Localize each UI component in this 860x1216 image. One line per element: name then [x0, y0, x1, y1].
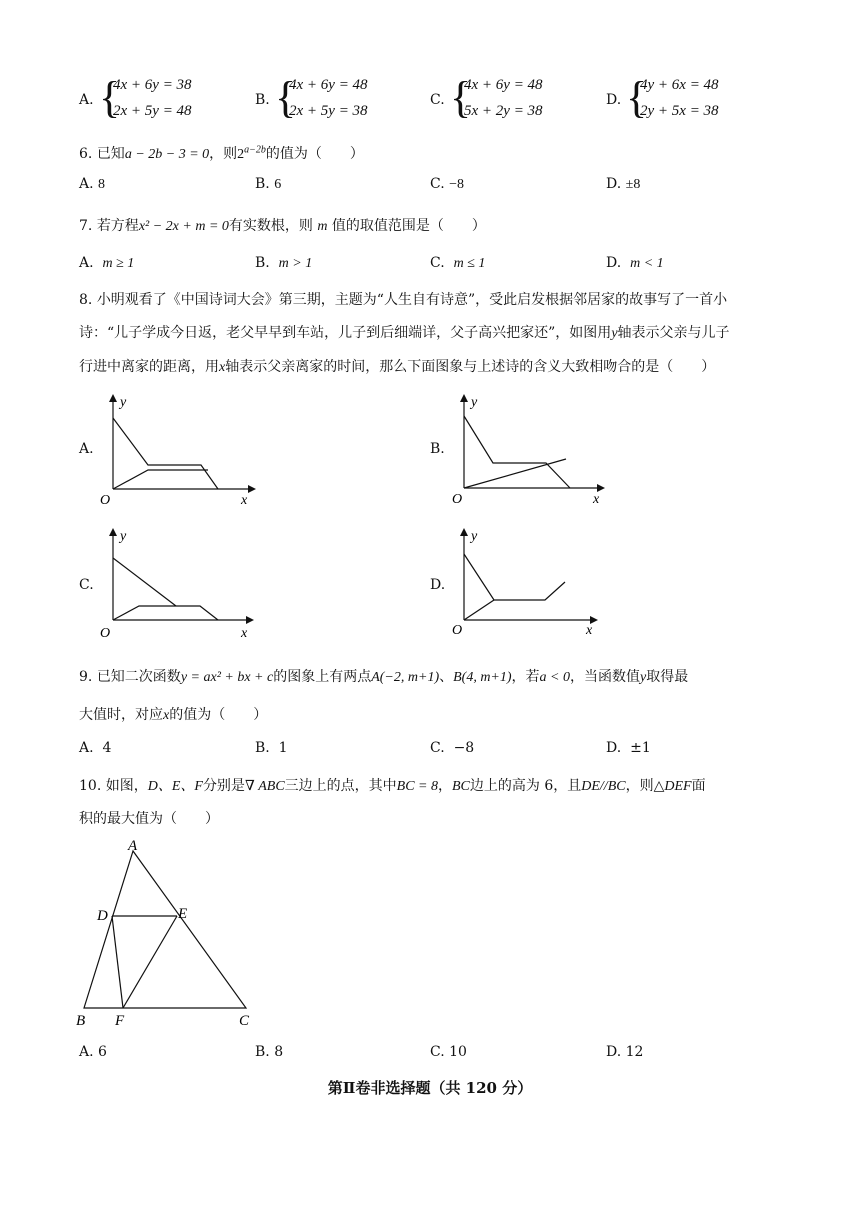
- graph-c-figure: [76, 526, 256, 641]
- stem-equation: x² − 2x + m = 0: [138, 219, 229, 234]
- left-brace-icon: {: [626, 73, 648, 122]
- segment-ef: [123, 916, 177, 1008]
- stem-text: ，则: [625, 778, 654, 794]
- stem-text: 面: [691, 778, 706, 794]
- son-path: [113, 470, 208, 489]
- y-axis-arrow-icon: [460, 394, 468, 402]
- question-number: 10.: [79, 778, 102, 794]
- stem-text: 诗：“儿子学成今日返，老父早早到车站，儿子到后细端详，父子高兴把家还”，如图用: [79, 325, 612, 341]
- equation-1: 4x + 6y = 48: [289, 77, 368, 93]
- x-axis-arrow-icon: [246, 616, 254, 624]
- stem-text: 积的最大值为（ ）: [79, 811, 219, 827]
- option-label: C.: [79, 577, 94, 593]
- stem-text: ，当函数值: [570, 669, 640, 685]
- stem-variable: y: [611, 326, 618, 341]
- option-c: C. −8: [430, 176, 465, 192]
- option-label: D.: [606, 92, 622, 108]
- option-label: A.: [79, 441, 94, 457]
- stem-text: 已知二次函数: [96, 669, 181, 685]
- x-axis-label: x: [593, 492, 600, 507]
- son-path: [464, 600, 494, 620]
- option-label: D.: [430, 577, 446, 593]
- option-a: A. 6: [79, 1044, 107, 1060]
- stem-point-a: A(−2, m+1): [371, 670, 440, 685]
- section-heading: 第Ⅱ卷非选择题（共 120 分）: [327, 1079, 533, 1097]
- x-axis-label: x: [586, 623, 593, 638]
- option-d: D. ±8: [606, 176, 641, 192]
- vertex-c-label: C: [239, 1013, 250, 1029]
- option-c: C. −8: [430, 740, 475, 756]
- option-d: D. ±1: [606, 740, 651, 756]
- stem-point-b: B(4, m+1): [453, 670, 512, 685]
- point-e-label: E: [178, 906, 188, 922]
- stem-text: 大值时，对应: [79, 707, 163, 723]
- question-number: 7.: [79, 218, 93, 234]
- x-axis-arrow-icon: [248, 485, 256, 493]
- q7-stem: [79, 215, 486, 235]
- stem-variable: y: [640, 670, 647, 685]
- stem-text: 如图，: [105, 778, 148, 794]
- option-a: A. m ≥ 1: [79, 255, 135, 271]
- option-d: D. m < 1: [606, 255, 664, 271]
- option-label: A.: [79, 92, 94, 108]
- son-path: [113, 606, 218, 620]
- triangle-figure: [70, 836, 270, 1031]
- father-path: [464, 416, 570, 488]
- stem-parallel: DE//BC: [581, 779, 626, 794]
- stem-variable: x: [163, 708, 170, 723]
- stem-function: y = ax² + bx + c: [180, 670, 274, 685]
- q6-stem: [79, 143, 364, 163]
- stem-power-exponent: a−2b: [244, 144, 266, 156]
- vertex-b-label: B: [76, 1013, 86, 1029]
- origin-label: O: [100, 493, 111, 507]
- question-number: 6.: [79, 146, 93, 162]
- y-axis-arrow-icon: [109, 528, 117, 536]
- stem-triangle: ∇ ABC: [244, 779, 285, 794]
- graph-b-figure: [428, 392, 608, 507]
- option-a: A. 4: [79, 740, 112, 756]
- q9-line-2: [79, 704, 267, 724]
- stem-points: D、E、F: [147, 779, 203, 794]
- stem-text: 边上的高为 6，且: [469, 778, 582, 794]
- stem-text: ，则: [209, 146, 238, 162]
- option-b: B. 6: [255, 176, 282, 192]
- stem-variable: m: [317, 219, 328, 234]
- segment-df: [112, 916, 123, 1008]
- equation-1: 4x + 6y = 48: [464, 77, 543, 93]
- origin-label: O: [452, 623, 463, 638]
- y-axis-arrow-icon: [460, 528, 468, 536]
- stem-equation: a − 2b − 3 = 0: [124, 147, 210, 162]
- stem-text: 小明观看了《中国诗词大会》第三期，主题为“人生自有诗意”，受此启发根据邻居家的故事写了一首小: [96, 292, 728, 308]
- stem-condition: a < 0: [539, 670, 570, 685]
- stem-side: BC: [452, 779, 470, 794]
- q8-graph-b: [428, 392, 608, 507]
- x-axis-label: x: [241, 626, 248, 641]
- point-d-label: D: [97, 908, 108, 924]
- stem-text: 值的取值范围是（ ）: [331, 218, 486, 234]
- option-label: C.: [430, 92, 445, 108]
- stem-text: 行进中离家的距离，用: [79, 359, 219, 375]
- father-path: [113, 418, 218, 489]
- y-axis-label: y: [120, 395, 127, 410]
- q8-graph-a: [76, 392, 256, 507]
- stem-text: 轴表示父亲与儿子: [617, 325, 730, 341]
- stem-power-base: 2: [237, 147, 245, 162]
- stem-text: 轴表示父亲离家的时间，那么下面图象与上述诗的含义大致相吻合的是（ ）: [225, 359, 716, 375]
- y-axis-label: y: [471, 395, 478, 410]
- option-label: B.: [255, 92, 270, 108]
- option-c: C. 10: [430, 1044, 467, 1060]
- stem-text: 已知: [96, 146, 125, 162]
- left-brace-icon: {: [275, 73, 297, 122]
- stem-text: ，: [438, 778, 452, 794]
- option-b: B. 8: [255, 1044, 284, 1060]
- father-path: [464, 554, 565, 600]
- stem-text: 三边上的点，其中: [284, 778, 397, 794]
- stem-variable: x: [219, 360, 226, 375]
- graph-a-figure: [76, 392, 256, 507]
- point-f-label: F: [115, 1013, 125, 1029]
- father-path: [113, 558, 176, 606]
- x-axis-label: x: [241, 493, 248, 507]
- y-axis-arrow-icon: [109, 394, 117, 402]
- stem-text: 的值为（ ）: [169, 707, 268, 723]
- q8-line-3: [79, 356, 715, 376]
- stem-separator: 、: [439, 669, 454, 685]
- vertex-a-label: A: [128, 838, 138, 854]
- q10-line-1: [79, 775, 706, 795]
- q8-graph-d: [428, 526, 608, 641]
- left-brace-icon: {: [99, 73, 121, 122]
- stem-text: 分别是: [202, 778, 245, 794]
- q9-line-1: [79, 666, 688, 686]
- stem-text: ，若: [511, 669, 540, 685]
- option-c: C. m ≤ 1: [430, 255, 486, 271]
- equation-2: 2x + 5y = 38: [289, 103, 368, 119]
- equation-2: 2x + 5y = 48: [113, 103, 192, 119]
- equation-1: 4y + 6x = 48: [640, 77, 719, 93]
- option-b: B. m > 1: [255, 255, 313, 271]
- stem-text: 的图象上有两点: [273, 669, 372, 685]
- y-axis-label: y: [120, 529, 127, 544]
- q10-figure: [70, 836, 270, 1031]
- q8-line-2: [79, 322, 730, 342]
- stem-length: BC = 8: [396, 779, 438, 794]
- stem-text: 若方程: [96, 218, 139, 234]
- stem-text: 取得最: [646, 669, 689, 685]
- equation-2: 2y + 5x = 38: [640, 103, 719, 119]
- left-brace-icon: {: [450, 73, 472, 122]
- q8-graph-c: [76, 526, 256, 641]
- equation-2: 5x + 2y = 38: [464, 103, 543, 119]
- question-number: 8.: [79, 292, 93, 308]
- option-a: A. 8: [79, 176, 106, 192]
- option-label: B.: [430, 441, 445, 457]
- y-axis-label: y: [471, 529, 478, 544]
- origin-label: O: [452, 492, 463, 507]
- x-axis-arrow-icon: [597, 484, 605, 492]
- option-b: B. 1: [255, 740, 288, 756]
- origin-label: O: [100, 626, 111, 641]
- option-d: D. 12: [606, 1044, 644, 1060]
- triangle-abc: [84, 851, 246, 1008]
- equation-1: 4x + 6y = 38: [113, 77, 192, 93]
- q10-line-2: [79, 808, 219, 828]
- q8-line-1: [79, 289, 727, 309]
- graph-d-figure: [428, 526, 608, 641]
- stem-text: 有实数根，则: [228, 218, 313, 234]
- stem-text: 的值为（ ）: [265, 146, 364, 162]
- stem-triangle-def: △DEF: [653, 779, 692, 794]
- question-number: 9.: [79, 669, 93, 685]
